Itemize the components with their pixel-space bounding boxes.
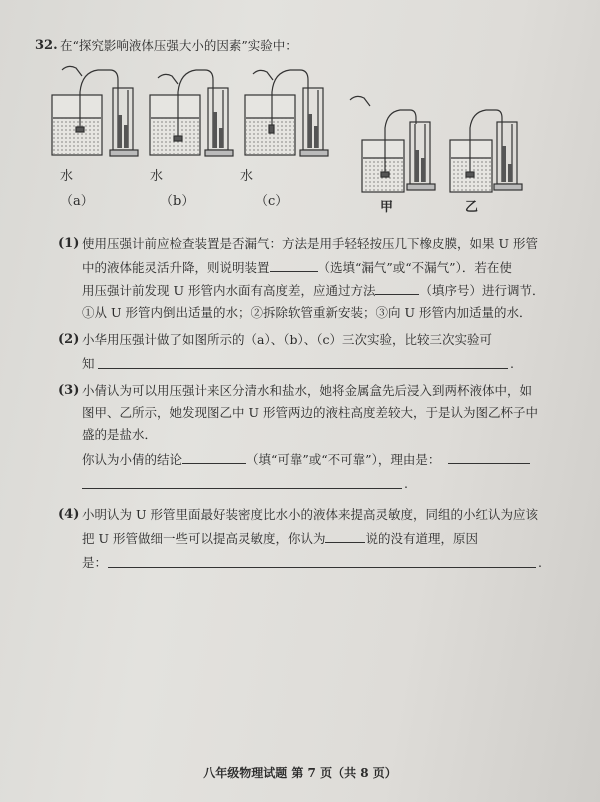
part3-line2: 图甲、乙所示，她发现图乙中 U 形管两边的液柱高度差较大，于是认为图乙杯子中: [82, 405, 538, 420]
question-number: 32.: [35, 38, 58, 53]
setup-yi: [450, 110, 522, 192]
figure-caption-c: （c）: [255, 194, 289, 209]
liquid-label-c: 水: [240, 169, 254, 184]
figure-caption-jia: 甲: [380, 200, 394, 215]
part3-line3: 盛的是盐水．: [82, 427, 158, 442]
part3-line5-end: .: [404, 476, 408, 491]
setup-b: [150, 70, 233, 156]
part4-line3-end: .: [538, 555, 542, 570]
answer-blank-1-1[interactable]: [270, 259, 318, 272]
part3-line4: 你认为小倩的结论 （填“可靠”或“不可靠”），理由是：: [82, 452, 441, 467]
answer-line-3-1[interactable]: [448, 463, 530, 464]
part2-line1: 小华用压强计做了如图所示的（a）、（b）、（c）三次实验，比较三次实验可: [82, 332, 492, 347]
part3-line1: 小倩认为可以用压强计来区分清水和盐水，她将金属盒先后浸入到两杯液体中，如: [82, 383, 533, 398]
setup-jia: [350, 96, 435, 192]
figure-caption-b: （b）: [160, 194, 195, 209]
liquid-label-b: 水: [150, 169, 164, 184]
page-footer: 八年级物理试题 第 7 页（共 8 页）: [203, 766, 397, 780]
answer-line-4[interactable]: [108, 567, 536, 568]
liquid-label-a: 水: [60, 169, 74, 184]
figure-caption-a: （a）: [60, 194, 94, 209]
answer-line-3-2[interactable]: [82, 488, 402, 489]
part2-line2-end: .: [510, 356, 514, 371]
setup-a: [52, 66, 138, 156]
answer-blank-1-2[interactable]: [375, 282, 419, 295]
part4-line2: 把 U 形管做细一些可以提高灵敏度，你认为 说的没有道理，原因: [82, 531, 478, 546]
part4-line1: 小明认为 U 形管里面最好装密度比水小的液体来提高灵敏度，同组的小红认为应该: [82, 507, 538, 522]
setup-c: [245, 70, 328, 156]
answer-line-2[interactable]: [98, 368, 508, 369]
figure-caption-yi: 乙: [465, 200, 479, 215]
answer-blank-3-1[interactable]: [182, 451, 246, 464]
part4-line3-start: 是：: [82, 555, 108, 570]
part1-line4: ①从 U 形管内倒出适量的水；②拆除软管重新安装；③向 U 形管内加适量的水．: [82, 305, 532, 320]
question-stem: 在“探究影响液体压强大小的因素”实验中：: [60, 38, 298, 53]
part4-number: (4): [58, 507, 80, 522]
part1-line1: 使用压强计前应检查装置是否漏气：方法是用手轻轻按压几下橡皮膜，如果 U 形管: [82, 236, 538, 251]
part1-line3: 用压强计前发现 U 形管内水面有高度差，应通过方法 （填序号）进行调节．: [82, 283, 545, 298]
part2-number: (2): [58, 332, 80, 347]
part1-number: (1): [58, 236, 80, 251]
part2-line2-start: 知: [82, 356, 95, 371]
answer-blank-4-1[interactable]: [325, 530, 365, 543]
part1-line2: 中的液体能灵活升降，则说明装置 （选填“漏气”或“不漏气”）．若在使: [82, 260, 512, 275]
part3-number: (3): [58, 383, 80, 398]
